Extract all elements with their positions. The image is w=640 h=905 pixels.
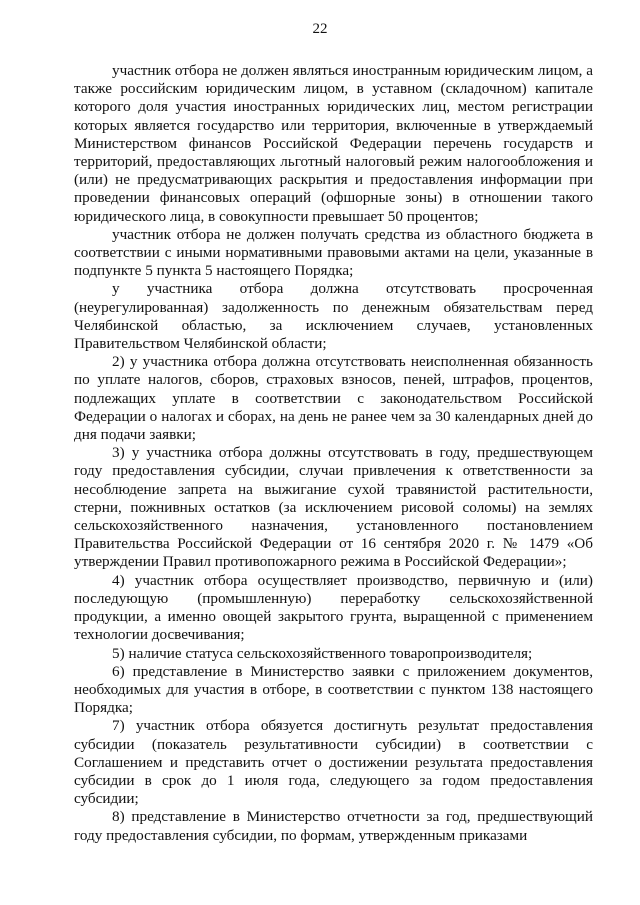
paragraph: у участника отбора должна отсутствовать просроченная (неурегулированная) задолженность по денежным обязательствам перед Челябинской областью, за исключением случаев, установленных Правительством Челябинской области;	[74, 280, 593, 353]
paragraph: 2) у участника отбора должна отсутствовать неисполненная обязанность по уплате налогов, сборов, страховых взносов, пеней, штрафов, процентов, подлежащих уплате в соответствии с законодательством Российской Федерации о налогах и сборах, на день не ранее чем за 30 календарных дней до дня подачи заявки;	[74, 353, 593, 444]
page-number: 22	[312, 21, 328, 37]
paragraph: участник отбора не должен получать средства из областного бюджета в соответствии с иными нормативными правовыми актами на цели, указанные в подпункте 5 пункта 5 настоящего Порядка;	[74, 225, 593, 280]
paragraph: участник отбора не должен являться иностранным юридическим лицом, а также российским юридическим лицом, в уставном (складочном) капитале которого доля участия иностранных юридических лиц, местом регистрации которых является государство или территория, включенные в утверждаемый Министерством финансов Российской Федерации перечень государств и территорий, предоставляющих льготный налоговый режим налогообложения и (или) не предусматривающих раскрытия и предоставления информации при проведении финансовых операций (офшорные зоны) в отношении такого юридического лица, в совокупности превышает 50 процентов;	[74, 62, 593, 225]
paragraph: 4) участник отбора осуществляет производство, первичную и (или) последующую (промышленную) переработку сельскохозяйственной продукции, а именно овощей закрытого грунта, выращенной с применением технологии досвечивания;	[74, 571, 593, 644]
paragraph: 8) представление в Министерство отчетности за год, предшествующий году предоставления субсидии, по формам, утвержденным приказами	[74, 808, 593, 844]
paragraph: 6) представление в Министерство заявки с приложением документов, необходимых для участия в отборе, в соответствии с пунктом 138 настоящего Порядка;	[74, 662, 593, 717]
document-body	[74, 62, 593, 845]
paragraph: 7) участник отбора обязуется достигнуть результат предоставления субсидии (показатель результативности субсидии) в соответствии с Соглашением и представить отчет о достижении результата предоставления субсидии в срок до 1 июля года, следующего за годом предоставления субсидии;	[74, 717, 593, 808]
paragraph: 5) наличие статуса сельскохозяйственного товаропроизводителя;	[112, 644, 533, 662]
paragraph: 3) у участника отбора должны отсутствовать в году, предшествующем году предоставления субсидии, случаи привлечения к ответственности за несоблюдение запрета на выжигание сухой травянистой растительности, стерни, пожнивных остатков (за исключением рисовой соломы) на землях сельскохозяйственного назначения, установленного постановлением Правительства Российской Федерации от 16 сентября 2020 г. № 1479 «Об утверждении Правил противопожарного режима в Российской Федерации»;	[74, 444, 593, 571]
